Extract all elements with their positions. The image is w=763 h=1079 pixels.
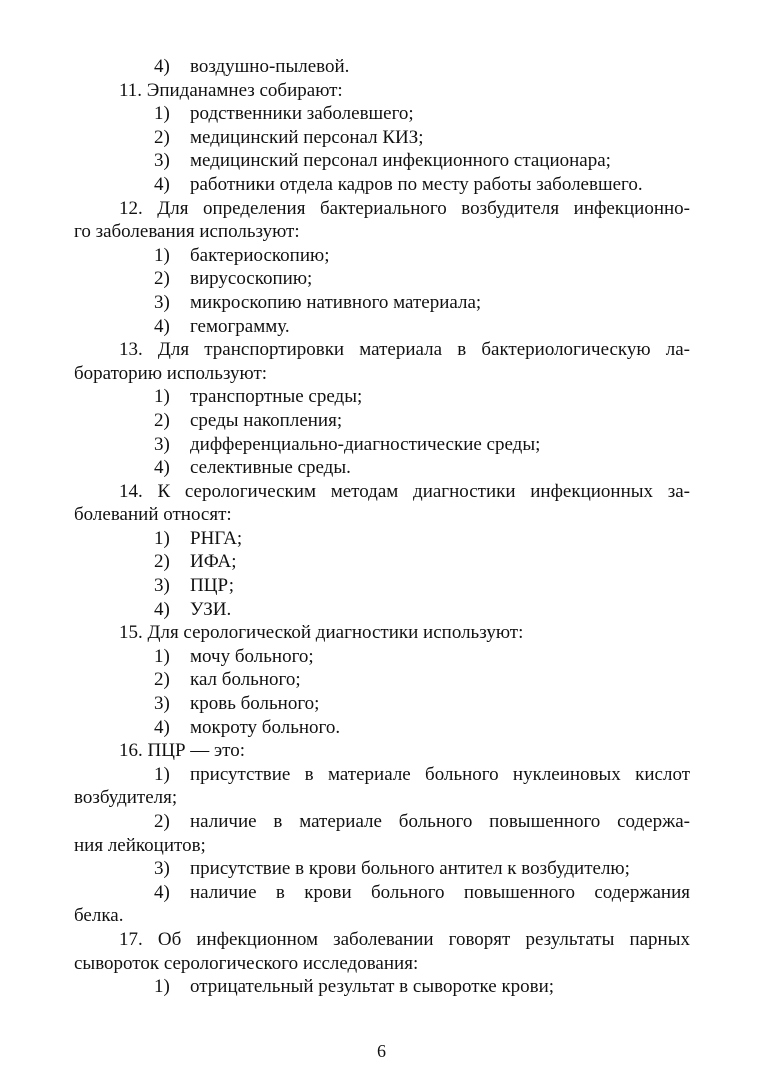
answer-number: 3): [154, 150, 170, 172]
continuation-line: возбудителя;: [74, 787, 178, 809]
answer-number: 1): [154, 763, 170, 785]
answer-text: микроскопию нативного материала;: [190, 291, 482, 313]
answer-number: 3): [154, 858, 170, 880]
answer-text: медицинский персонал КИЗ;: [190, 126, 424, 148]
question-line: 16. ПЦР — это:: [119, 740, 245, 762]
answer-text: наличие в материале больного повышенного содержа-: [190, 811, 690, 832]
answer-number: 2): [154, 409, 170, 431]
answer-line: [74, 385, 690, 409]
answer-number: 4): [154, 173, 170, 195]
answer-line: [74, 881, 690, 905]
question-line: 13. Для транспортировки материала в бактериологическую ла-: [119, 339, 690, 361]
answer-number: 2): [154, 126, 170, 148]
answer-line: [74, 433, 690, 457]
answer-line: [74, 668, 690, 692]
answer-line: [74, 173, 690, 197]
continuation-line: сывороток серологического исследования:: [74, 952, 419, 974]
answer-text: присутствие в крови больного антител к возбудителю;: [190, 858, 630, 880]
answer-text: гемограмму.: [190, 315, 290, 337]
answer-text: дифференциально-диагностические среды;: [190, 433, 541, 455]
answer-text: работники отдела кадров по месту работы заболевшего.: [190, 173, 643, 195]
answer-line: [74, 645, 690, 669]
page-number: 6: [377, 1041, 386, 1061]
answer-line: [74, 574, 690, 598]
answer-text: медицинский персонал инфекционного стационара;: [190, 150, 611, 172]
answer-text: УЗИ.: [190, 598, 232, 620]
answer-number: 2): [154, 669, 170, 691]
question-line: 14. К серологическим методам диагностики инфекционных за-: [119, 480, 690, 502]
answer-line: [74, 126, 690, 150]
answer-line: [74, 244, 690, 268]
answer-text: мокроту больного.: [190, 716, 341, 738]
answer-number: 4): [154, 457, 170, 479]
question-line: 15. Для серологической диагностики используют:: [119, 622, 524, 644]
answer-text: транспортные среды;: [190, 386, 363, 408]
answer-line: [74, 267, 690, 291]
answer-text: кал больного;: [190, 669, 301, 691]
answer-line: [74, 598, 690, 622]
answer-line: [74, 55, 690, 79]
answer-number: 2): [154, 268, 170, 290]
answer-text: бактериоскопию;: [190, 244, 330, 266]
answer-line: [74, 550, 690, 574]
answer-number: 4): [154, 716, 170, 738]
answer-line: [74, 763, 690, 787]
answer-text: присутствие в материале больного нуклеиновых кислот: [190, 763, 690, 785]
continuation-line: болеваний относят:: [74, 504, 232, 526]
answer-text: воздушно-пылевой.: [190, 56, 350, 77]
answer-line: [74, 102, 690, 126]
answer-line: [74, 149, 690, 173]
answer-number: 1): [154, 244, 170, 266]
answer-number: 1): [154, 386, 170, 408]
answer-line: [74, 716, 690, 740]
answer-text: ИФА;: [190, 551, 237, 573]
answer-number: 1): [154, 527, 170, 549]
continuation-line: го заболевания используют:: [74, 221, 300, 243]
answer-line: [74, 857, 690, 881]
continuation-line: ния лейкоцитов;: [74, 834, 206, 856]
answer-number: 1): [154, 976, 170, 998]
answer-text: родственники заболевшего;: [190, 103, 414, 125]
answer-text: мочу больного;: [190, 645, 314, 667]
answer-text: РНГА;: [190, 527, 243, 549]
answer-number: 4): [154, 56, 170, 77]
answer-text: вирусоскопию;: [190, 268, 313, 290]
answer-number: 4): [154, 315, 170, 337]
answer-line: [74, 810, 690, 834]
answer-line: [74, 291, 690, 315]
answer-line: [74, 456, 690, 480]
answer-number: 3): [154, 291, 170, 313]
answer-text: отрицательный результат в сыворотке крови;: [190, 976, 555, 998]
answer-number: 2): [154, 811, 170, 832]
answer-text: наличие в крови больного повышенного содержания: [190, 881, 690, 903]
answer-line: [74, 409, 690, 433]
answer-number: 2): [154, 551, 170, 573]
answer-number: 4): [154, 881, 170, 903]
answer-line: [74, 692, 690, 716]
answer-line: [74, 527, 690, 551]
answer-number: 3): [154, 575, 170, 597]
question-line: 12. Для определения бактериального возбудителя инфекционно-: [119, 197, 690, 219]
answer-number: 4): [154, 598, 170, 620]
answer-number: 1): [154, 645, 170, 667]
answer-line: [74, 975, 690, 999]
answer-text: ПЦР;: [190, 575, 234, 597]
answer-text: селективные среды.: [190, 457, 351, 479]
continuation-line: бораторию используют:: [74, 362, 268, 384]
answer-number: 3): [154, 433, 170, 455]
question-line: 11. Эпиданамнез собирают:: [119, 79, 343, 101]
answer-line: [74, 315, 690, 339]
answer-text: кровь больного;: [190, 693, 320, 715]
answer-text: среды накопления;: [190, 409, 343, 431]
answer-number: 3): [154, 693, 170, 715]
continuation-line: белка.: [74, 905, 124, 927]
question-line: 17. Об инфекционном заболевании говорят результаты парных: [119, 928, 690, 950]
document-body: [74, 55, 690, 999]
answer-number: 1): [154, 103, 170, 125]
